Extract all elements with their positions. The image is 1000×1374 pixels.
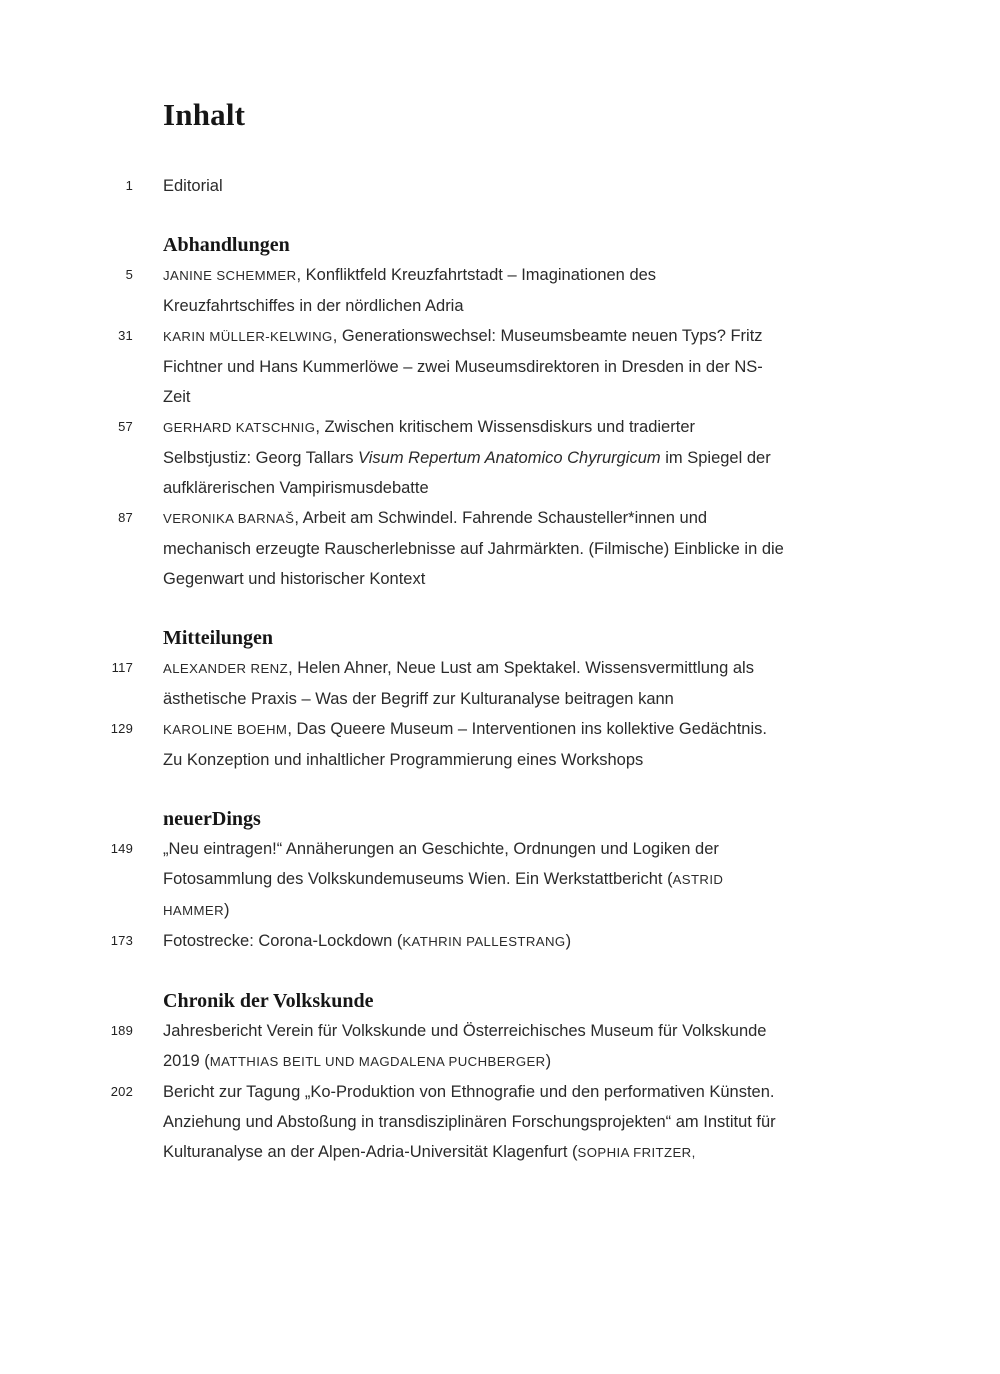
page-number: 173 <box>110 933 133 948</box>
page-title: Inhalt <box>163 97 246 132</box>
entry-text-segment: , Zwischen kritischem Wissensdiskurs und tradierter Selbstjustiz: Georg Tallars <box>163 418 695 467</box>
page-number: 129 <box>110 721 133 736</box>
entry-text-segment: im Spiegel der aufklärerischen Vampirismusdebatte <box>163 449 771 497</box>
entry-text-segment: , Arbeit am Schwindel. Fahrende Schausteller*innen und mechanisch erzeugte Rauscherlebnisse auf Jahrmärkten. (Filmische) Einblicke in die Gegenwart und historischer Kontext <box>163 509 784 588</box>
entry-text <box>163 834 785 926</box>
entry-text <box>163 653 785 714</box>
entry-text <box>163 1077 785 1168</box>
entry-text-segment: Fotostrecke: Corona-Lockdown ( <box>163 932 403 950</box>
page-number: 149 <box>110 841 133 856</box>
entry-text-segment: , Generationswechsel: Museumsbeamte neuen Typs? Fritz Fichtner und Hans Kummerlöwe – zwei Museumsdirektoren in Dresden in der NS-Zeit <box>163 327 763 406</box>
entry-text <box>163 412 785 503</box>
page-number: 5 <box>125 267 133 282</box>
toc-entry <box>0 1077 1000 1168</box>
page-number: 202 <box>110 1084 133 1099</box>
toc-section <box>0 230 1000 594</box>
toc-entry <box>0 503 1000 594</box>
entry-text-segment: „Neu eintragen!“ Annäherungen an Geschichte, Ordnungen und Logiken der Fotosammlung des Volkskundemuseums Wien. Ein Werkstattbericht ( <box>163 840 719 888</box>
toc-entry <box>0 260 1000 321</box>
toc-entry <box>0 412 1000 503</box>
toc-section <box>0 171 1000 201</box>
author-name: JANINE SCHEMMER <box>163 268 297 283</box>
toc-entry <box>0 1016 1000 1077</box>
toc-section <box>0 623 1000 775</box>
entry-text-segment: ) <box>224 901 230 919</box>
toc-entry <box>0 321 1000 412</box>
entry-text <box>163 926 785 957</box>
author-name: KATHRIN PALLESTRANG <box>402 934 566 949</box>
page-number: 87 <box>118 510 133 525</box>
page-number: 189 <box>110 1023 133 1038</box>
entry-text <box>163 171 785 201</box>
section-heading: Abhandlungen <box>163 234 290 256</box>
work-title-italic: Visum Repertum Anatomico Chyrurgicum <box>358 449 661 467</box>
entry-text <box>163 260 785 321</box>
toc <box>0 171 1000 1168</box>
entry-text <box>163 503 785 594</box>
entry-text <box>163 321 785 412</box>
author-name: GERHARD KATSCHNIG <box>163 420 316 435</box>
author-name: SOPHIA FRITZER, <box>577 1145 696 1160</box>
author-name: KARIN MÜLLER-KELWING <box>163 329 333 344</box>
toc-entry <box>0 834 1000 926</box>
entry-text-segment: ) <box>565 932 572 950</box>
section-heading: Mitteilungen <box>163 627 273 649</box>
toc-section <box>0 986 1000 1168</box>
entry-text <box>163 1016 785 1077</box>
entry-text-segment: Bericht zur Tagung „Ko-Produktion von Ethnografie und den performativen Künsten. Anziehung und Abstoßung in transdisziplinären Forschungsprojekten“ am Institut für Kulturanalyse an der Alpen-Adria-Universität Klagenfurt ( <box>163 1083 776 1161</box>
entry-text-segment: Jahresbericht Verein für Volkskunde und Österreichisches Museum für Volkskunde 2019 ( <box>163 1022 767 1070</box>
toc-entry <box>0 714 1000 775</box>
page-number: 1 <box>125 178 133 193</box>
toc-entry <box>0 926 1000 957</box>
page-number: 57 <box>118 419 133 434</box>
author-name: ASTRID HAMMER <box>163 872 724 918</box>
page-number: 117 <box>111 660 133 675</box>
author-name: VERONIKA BARNAŠ <box>163 511 295 526</box>
entry-text <box>163 714 785 775</box>
toc-entry <box>0 171 1000 201</box>
entry-text-segment: Editorial <box>163 177 223 195</box>
page-number: 31 <box>118 328 133 343</box>
section-heading: neuerDings <box>163 808 261 830</box>
toc-entry <box>0 653 1000 714</box>
entry-text-segment: ) <box>545 1052 552 1070</box>
section-heading: Chronik der Volkskunde <box>163 990 374 1012</box>
toc-section <box>0 804 1000 957</box>
author-name: KAROLINE BOEHM <box>163 722 288 737</box>
entry-text-segment: , Helen Ahner, Neue Lust am Spektakel. Wissensvermittlung als ästhetische Praxis – Was der Begriff zur Kulturanalyse beitragen kann <box>163 659 754 708</box>
entry-text-segment: , Das Queere Museum – Interventionen ins kollektive Gedächtnis. Zu Konzeption und inhaltlicher Programmierung eines Workshops <box>163 720 767 769</box>
entry-text-segment: , Konfliktfeld Kreuzfahrtstadt – Imaginationen des Kreuzfahrtschiffes in der nördlichen Adria <box>163 266 657 315</box>
author-name: MATTHIAS BEITL UND MAGDALENA PUCHBERGER <box>209 1054 546 1069</box>
author-name: ALEXANDER RENZ <box>163 661 289 676</box>
